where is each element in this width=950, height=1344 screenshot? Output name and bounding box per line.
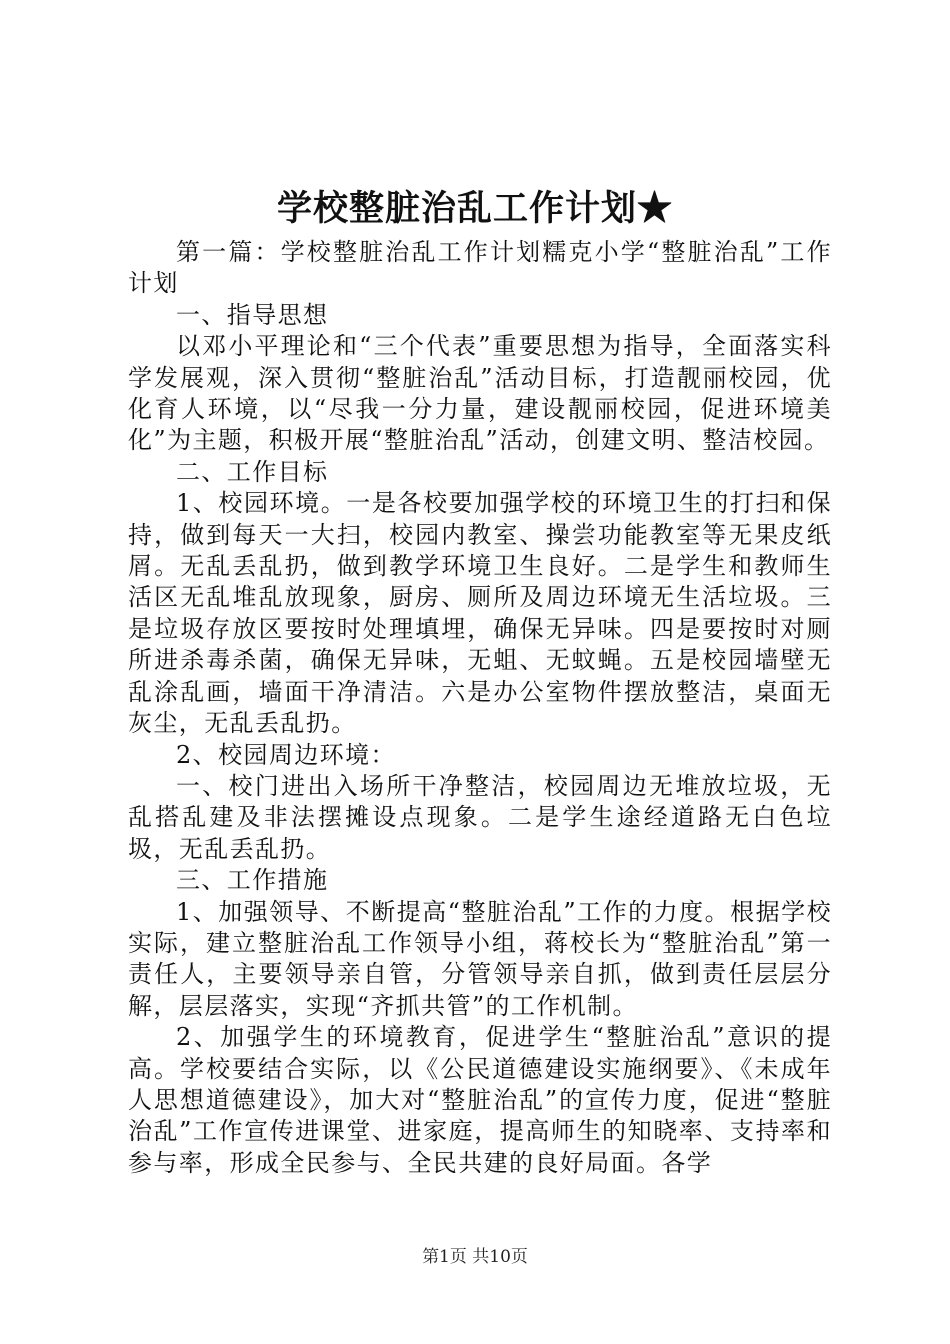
document-body	[128, 237, 832, 1179]
paragraph-strengthen-leadership: 1、加强领导、不断提高“整脏治乱”工作的力度。根据学校实际，建立整脏治乱工作领导小组，蒋校长为“整脏治乱”第一责任人，主要领导亲自管，分管领导亲自抓，做到责任层层分解，层层落实，实现“齐抓共管”的工作机制。	[128, 897, 832, 1020]
section-heading-guiding-ideology: 一、指导思想	[176, 300, 329, 329]
section-heading-work-goals: 二、工作目标	[176, 457, 329, 486]
paragraph-heading-first-article: 第一篇：学校整脏治乱工作计划糯克小学“整脏治乱”工作计划	[128, 238, 832, 298]
paragraph-campus-surroundings: 一、校门进出入场所干净整洁，校园周边无堆放垃圾，无乱搭乱建及非法摆摊设点现象。二是学生途经道路无白色垃圾，无乱丢乱扔。	[128, 771, 832, 863]
document-title: 学校整脏治乱工作计划★	[276, 188, 673, 229]
paragraph-campus-environment: 1、校园环境。一是各校要加强学校的环境卫生的打扫和保持，做到每天一大扫，校园内教室、操尝功能教室等无果皮纸屑。无乱丢乱扔，做到教学环境卫生良好。二是学生和教师生活区无乱堆乱放现象，厨房、厕所及周边环境无生活垃圾。三是垃圾存放区要按时处理填埋，确保无异味。四是要按时对厕所进杀毒杀菌，确保无异味，无蛆、无蚊蝇。五是校园墙壁无乱涂乱画，墙面干净清洁。六是办公室物件摆放整洁，桌面无灰尘，无乱丢乱扔。	[128, 489, 832, 738]
paragraph-environment-education: 2、加强学生的环境教育，促进学生“整脏治乱”意识的提高。学校要结合实际，以《公民道德建设实施纲要》、《未成年人思想道德建设》，加大对“整脏治乱”的宣传力度，促进“整脏治乱”工作宣传进课堂、进家庭，提高师生的知晓率、支持率和参与率，形成全民参与、全民共建的良好局面。各学	[128, 1023, 832, 1177]
page-number-footer: 第1页 共10页	[422, 1247, 528, 1267]
subheading-campus-surroundings: 2、校园周边环境：	[176, 740, 396, 769]
paragraph-guiding-ideology: 以邓小平理论和“三个代表”重要思想为指导，全面落实科学发展观，深入贯彻“整脏治乱”活动目标，打造靓丽校园，优化育人环境，以“尽我一分力量，建设靓丽校园，促进环境美化”为主题，积极开展“整脏治乱”活动，创建文明、整洁校园。	[128, 332, 832, 455]
section-heading-work-measures: 三、工作措施	[176, 866, 329, 895]
